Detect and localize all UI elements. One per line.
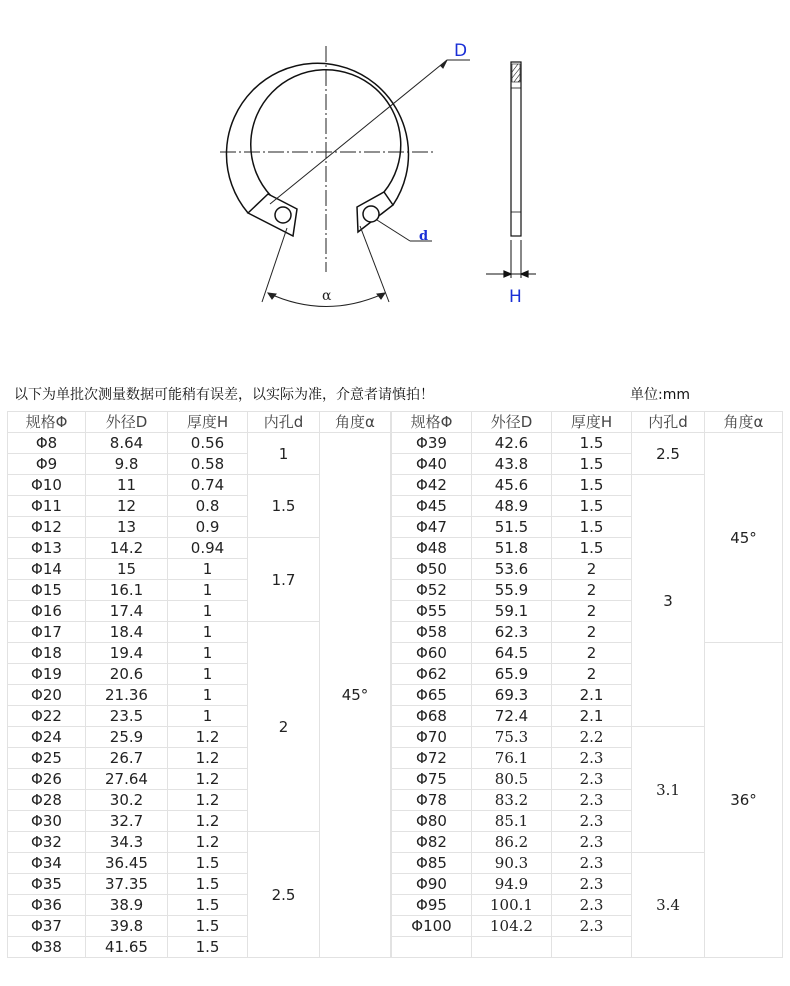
cell-outer-d: 55.9 <box>472 580 552 601</box>
cell-outer-d: 104.2 <box>472 916 552 937</box>
cell-outer-d: 90.3 <box>472 853 552 874</box>
cell-thickness: 2.3 <box>552 916 632 937</box>
cell-thickness: 2 <box>552 664 632 685</box>
cell-spec: Φ78 <box>392 790 472 811</box>
header-hole-d: 内孔d <box>632 412 705 433</box>
cell-outer-d: 25.9 <box>86 727 168 748</box>
header-outer-d: 外径D <box>86 412 168 433</box>
header-row <box>392 412 783 433</box>
cell-spec: Φ82 <box>392 832 472 853</box>
spec-table-right <box>391 411 783 958</box>
cell-spec: Φ36 <box>8 895 86 916</box>
cell-spec: Φ32 <box>8 832 86 853</box>
header-hole-d: 内孔d <box>248 412 320 433</box>
cell-thickness: 1.5 <box>168 937 248 958</box>
unit-label: 单位:mm <box>630 387 690 403</box>
cell-thickness: 2 <box>552 601 632 622</box>
cell-spec: Φ50 <box>392 559 472 580</box>
cell-spec: Φ100 <box>392 916 472 937</box>
cell-thickness: 1.5 <box>168 916 248 937</box>
cell-thickness: 0.56 <box>168 433 248 454</box>
cell-angle: 36° <box>705 643 783 958</box>
cell-spec: Φ95 <box>392 895 472 916</box>
cell-spec: Φ38 <box>8 937 86 958</box>
cell-thickness: 0.9 <box>168 517 248 538</box>
cell-spec: Φ24 <box>8 727 86 748</box>
cell-outer-d: 32.7 <box>86 811 168 832</box>
cell-thickness: 2.3 <box>552 832 632 853</box>
cell-thickness: 0.74 <box>168 475 248 496</box>
cell-outer-d: 26.7 <box>86 748 168 769</box>
diameter-leader <box>270 60 447 204</box>
cell-thickness: 1.5 <box>552 433 632 454</box>
cell-spec: Φ22 <box>8 706 86 727</box>
cell-thickness: 2 <box>552 622 632 643</box>
cell-hole-d: 1 <box>248 433 320 475</box>
ring-outline <box>226 63 408 213</box>
cell-outer-d: 43.8 <box>472 454 552 475</box>
cell-spec: Φ72 <box>392 748 472 769</box>
cell-spec: Φ75 <box>392 769 472 790</box>
cell-outer-d: 72.4 <box>472 706 552 727</box>
cell-thickness: 1 <box>168 664 248 685</box>
cell-outer-d: 80.5 <box>472 769 552 790</box>
cell-thickness: 1.5 <box>552 496 632 517</box>
left-table-body <box>8 433 391 958</box>
cell-outer-d: 37.35 <box>86 874 168 895</box>
cell-thickness: 1.5 <box>168 895 248 916</box>
cell-outer-d: 64.5 <box>472 643 552 664</box>
cell-thickness: 2.3 <box>552 748 632 769</box>
cell-outer-d: 69.3 <box>472 685 552 706</box>
cell-spec: Φ15 <box>8 580 86 601</box>
cell-thickness: 2.2 <box>552 727 632 748</box>
cell-spec: Φ39 <box>392 433 472 454</box>
cell-thickness: 1.5 <box>168 874 248 895</box>
cell-thickness: 2.1 <box>552 685 632 706</box>
label-D: D <box>454 41 468 61</box>
cell-outer-d: 48.9 <box>472 496 552 517</box>
left-lug-hole <box>275 207 291 223</box>
cell-spec: Φ55 <box>392 601 472 622</box>
cell-outer-d: 18.4 <box>86 622 168 643</box>
ring-outer-arc <box>226 63 408 213</box>
cell-angle: 45° <box>320 433 391 958</box>
cell-thickness: 1.5 <box>552 475 632 496</box>
label-angle: α <box>322 288 332 304</box>
cell-outer-d: 75.3 <box>472 727 552 748</box>
cell-hole-d: 2.5 <box>248 832 320 958</box>
cell-spec: Φ17 <box>8 622 86 643</box>
cell-spec: Φ85 <box>392 853 472 874</box>
spec-table-left <box>7 411 391 958</box>
cell-outer-d: 76.1 <box>472 748 552 769</box>
cell-outer-d: 14.2 <box>86 538 168 559</box>
cell-outer-d: 8.64 <box>86 433 168 454</box>
cell-spec: Φ16 <box>8 601 86 622</box>
cell-spec: Φ60 <box>392 643 472 664</box>
cell-outer-d: 34.3 <box>86 832 168 853</box>
cell-outer-d: 59.1 <box>472 601 552 622</box>
cell-outer-d: 16.1 <box>86 580 168 601</box>
table-row <box>392 643 783 664</box>
cell-thickness: 0.8 <box>168 496 248 517</box>
measurement-note: 以下为单批次测量数据可能稍有误差，以实际为准，介意者请慎拍！ <box>14 387 434 403</box>
cell-spec: Φ8 <box>8 433 86 454</box>
header-thickness: 厚度H <box>552 412 632 433</box>
table-row <box>392 433 783 454</box>
cell-thickness: 1.5 <box>552 517 632 538</box>
cell-thickness: 2.3 <box>552 853 632 874</box>
cell-thickness: 1.2 <box>168 748 248 769</box>
cell-spec: Φ35 <box>8 874 86 895</box>
cell-spec: Φ14 <box>8 559 86 580</box>
right-lug-hole <box>363 206 379 222</box>
cell-spec: Φ20 <box>8 685 86 706</box>
cell-thickness: 2.3 <box>552 874 632 895</box>
cell-thickness: 0.58 <box>168 454 248 475</box>
cell-spec <box>392 937 472 958</box>
cell-thickness <box>552 937 632 958</box>
cell-outer-d: 86.2 <box>472 832 552 853</box>
cell-thickness: 1 <box>168 601 248 622</box>
cell-hole-d: 3 <box>632 475 705 727</box>
cell-spec: Φ9 <box>8 454 86 475</box>
cell-hole-d: 2.5 <box>632 433 705 475</box>
header-angle: 角度α <box>320 412 391 433</box>
cell-outer-d: 36.45 <box>86 853 168 874</box>
hole-leader <box>377 220 410 241</box>
cell-thickness: 1.2 <box>168 790 248 811</box>
header-row <box>8 412 391 433</box>
cell-outer-d: 27.64 <box>86 769 168 790</box>
cell-spec: Φ11 <box>8 496 86 517</box>
cell-spec: Φ70 <box>392 727 472 748</box>
cell-spec: Φ90 <box>392 874 472 895</box>
header-spec: 规格Φ <box>8 412 86 433</box>
cell-thickness: 2.1 <box>552 706 632 727</box>
cell-outer-d: 85.1 <box>472 811 552 832</box>
cell-thickness: 1 <box>168 685 248 706</box>
cell-hole-d: 1.7 <box>248 538 320 622</box>
cell-outer-d: 17.4 <box>86 601 168 622</box>
cell-outer-d <box>472 937 552 958</box>
cell-outer-d: 51.5 <box>472 517 552 538</box>
cell-spec: Φ62 <box>392 664 472 685</box>
cell-thickness: 1 <box>168 706 248 727</box>
label-H: H <box>509 287 522 307</box>
header-thickness: 厚度H <box>168 412 248 433</box>
cell-spec: Φ34 <box>8 853 86 874</box>
cell-spec: Φ19 <box>8 664 86 685</box>
cell-outer-d: 62.3 <box>472 622 552 643</box>
header-spec: 规格Φ <box>392 412 472 433</box>
cell-hole-d: 2 <box>248 622 320 832</box>
cell-outer-d: 45.6 <box>472 475 552 496</box>
cell-outer-d: 20.6 <box>86 664 168 685</box>
ring-lugs <box>248 192 393 236</box>
header-angle: 角度α <box>705 412 783 433</box>
cell-hole-d: 1.5 <box>248 475 320 538</box>
cell-outer-d: 83.2 <box>472 790 552 811</box>
cell-thickness: 1 <box>168 643 248 664</box>
cell-spec: Φ10 <box>8 475 86 496</box>
cell-thickness: 2 <box>552 643 632 664</box>
cell-thickness: 2 <box>552 559 632 580</box>
cell-outer-d: 12 <box>86 496 168 517</box>
cell-outer-d: 21.36 <box>86 685 168 706</box>
cell-spec: Φ42 <box>392 475 472 496</box>
cell-outer-d: 51.8 <box>472 538 552 559</box>
header-outer-d: 外径D <box>472 412 552 433</box>
cell-thickness: 1.5 <box>552 538 632 559</box>
cell-thickness: 2.3 <box>552 811 632 832</box>
cell-spec: Φ40 <box>392 454 472 475</box>
cell-spec: Φ26 <box>8 769 86 790</box>
cell-thickness: 1.2 <box>168 832 248 853</box>
cell-outer-d: 19.4 <box>86 643 168 664</box>
cell-outer-d: 42.6 <box>472 433 552 454</box>
cell-thickness: 1.5 <box>168 853 248 874</box>
right-table-body <box>392 433 783 958</box>
cell-spec: Φ48 <box>392 538 472 559</box>
cell-spec: Φ28 <box>8 790 86 811</box>
cell-outer-d: 15 <box>86 559 168 580</box>
cell-thickness: 1 <box>168 559 248 580</box>
cell-angle: 45° <box>705 433 783 643</box>
cell-spec: Φ52 <box>392 580 472 601</box>
cell-hole-d: 3.4 <box>632 853 705 958</box>
cell-spec: Φ65 <box>392 685 472 706</box>
cell-outer-d: 38.9 <box>86 895 168 916</box>
cell-spec: Φ18 <box>8 643 86 664</box>
table-row <box>8 433 391 454</box>
label-d: d <box>419 229 429 244</box>
cell-outer-d: 65.9 <box>472 664 552 685</box>
cell-spec: Φ58 <box>392 622 472 643</box>
cell-outer-d: 53.6 <box>472 559 552 580</box>
cell-thickness: 1.2 <box>168 811 248 832</box>
side-view <box>486 62 536 278</box>
cell-spec: Φ45 <box>392 496 472 517</box>
cell-spec: Φ25 <box>8 748 86 769</box>
cell-spec: Φ47 <box>392 517 472 538</box>
cell-thickness: 1 <box>168 622 248 643</box>
cell-outer-d: 11 <box>86 475 168 496</box>
cell-thickness: 1.2 <box>168 769 248 790</box>
cell-outer-d: 100.1 <box>472 895 552 916</box>
cell-spec: Φ13 <box>8 538 86 559</box>
cell-outer-d: 41.65 <box>86 937 168 958</box>
cell-thickness: 2.3 <box>552 895 632 916</box>
cell-thickness: 1.2 <box>168 727 248 748</box>
cell-spec: Φ37 <box>8 916 86 937</box>
cell-thickness: 2 <box>552 580 632 601</box>
cell-spec: Φ12 <box>8 517 86 538</box>
cell-thickness: 2.3 <box>552 790 632 811</box>
cell-thickness: 2.3 <box>552 769 632 790</box>
cell-outer-d: 23.5 <box>86 706 168 727</box>
cell-spec: Φ68 <box>392 706 472 727</box>
cell-thickness: 1 <box>168 580 248 601</box>
cell-spec: Φ30 <box>8 811 86 832</box>
cell-thickness: 1.5 <box>552 454 632 475</box>
circlip-drawing <box>0 0 790 330</box>
cell-outer-d: 9.8 <box>86 454 168 475</box>
cell-thickness: 0.94 <box>168 538 248 559</box>
cell-outer-d: 39.8 <box>86 916 168 937</box>
cell-outer-d: 13 <box>86 517 168 538</box>
cell-outer-d: 30.2 <box>86 790 168 811</box>
cell-hole-d: 3.1 <box>632 727 705 853</box>
cell-spec: Φ80 <box>392 811 472 832</box>
cell-outer-d: 94.9 <box>472 874 552 895</box>
